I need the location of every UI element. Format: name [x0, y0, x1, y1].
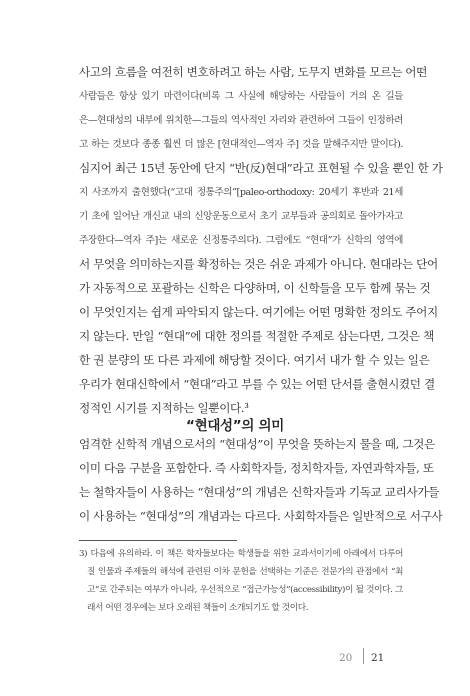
footnote-line: 래서 어떤 경우에는 보다 오래된 책들이 소개되기도 할 것이다. [87, 603, 309, 613]
body-line: 서 무엇을 의미하는지를 확정하는 것은 쉬운 과제가 아니다. 현대라는 단어 [79, 257, 438, 271]
page-number-divider [363, 648, 364, 664]
footnote-line: 3) 다음에 유의하라. 이 책은 학자들보다는 학생들을 위한 교과서이기에 아래에서 다루어 [79, 549, 403, 559]
body-line: 엄격한 신학적 개념으로서의 “현대성”이 무엇을 뜻하는지 물을 때, 그것은 [79, 437, 435, 451]
footnote-line: 질 인물과 주제들의 해석에 관련된 이차 문헌을 선택하는 기준은 전문가의 관점에서 “최 [87, 567, 403, 577]
body-line: 사람들은 항상 있기 마련이다(비록 그 사실에 해당하는 사람들이 거의 온 길들 [79, 91, 403, 102]
body-line: 우리가 현대신학에서 “현대”라고 부를 수 있는 어떤 단서를 출현시켰던 결 [79, 377, 435, 391]
body-line: 사고의 흐름을 여전히 변호하려고 하는 사람, 도무지 변화를 모르는 어떤 [79, 65, 427, 79]
body-line: 한 권 분량의 또 다른 과제에 해당할 것이다. 여기서 내가 할 수 있는 일은 [79, 353, 430, 367]
body-line: 지 않는다. 만일 “현대”에 대한 정의를 적절한 주제로 삼는다면, 그것은 책 [79, 329, 434, 343]
body-line: 고 하는 것보다 종종 훨씬 더 많은 [현대적인—역자 주] 것을 말해주지만 말이다). [79, 139, 403, 150]
body-line: 기 초에 일어난 개신교 내의 신앙운동으로서 초기 교부들과 공의회로 돌아가자고 [79, 211, 403, 222]
body-line: 이미 다음 구분을 포함한다. 즉 사회학자들, 정치학자들, 자연과학자들, 또 [79, 461, 434, 475]
page-number-right: 21 [371, 652, 385, 664]
body-line: 는 철학자들이 사용하는 “현대성”의 개념은 신학자들과 기독교 교리사가들 [79, 485, 439, 499]
footnote-divider [79, 540, 237, 541]
body-line: 은—현대성의 내부에 위치한—그들의 역사적인 자리와 관련하여 그들이 인정하려 [79, 115, 403, 126]
body-line: 가 자동적으로 포괄하는 신학은 다양하며, 이 신학들을 모두 함께 묶는 것 [79, 281, 431, 295]
body-line: 심지어 최근 15년 동안에 단지 “반(反)현대”라고 표현될 수 있을 뿐인 한 가 [79, 161, 443, 175]
page-number-left: 20 [339, 652, 353, 664]
body-line: 정적인 시기를 지적하는 일뿐이다.³ [79, 401, 249, 415]
body-line: 이 무엇인지는 쉽게 파악되지 않는다. 여기에는 어떤 명확한 정의도 주어지 [79, 305, 438, 319]
body-line: 주장한다—역자 주]는 새로운 신정통주의다). 그럼에도 “현대”가 신학의 영역에 [79, 235, 403, 246]
body-line: 이 사용하는 “현대성”의 개념과는 다르다. 사회학자들은 일반적으로 서구사 [79, 509, 443, 523]
body-line: 지 사조까지 출현했다(“고대 정통주의”[paleo-orthodoxy: 20세기 후반과 21세 [79, 187, 403, 198]
section-heading: “현대성”의 의미 [186, 418, 284, 434]
footnote-line: 고”로 간주되는 여부가 아니라, 우선적으로 “접근가능성”(accessibility)이 될 것이다. 그 [87, 585, 403, 595]
